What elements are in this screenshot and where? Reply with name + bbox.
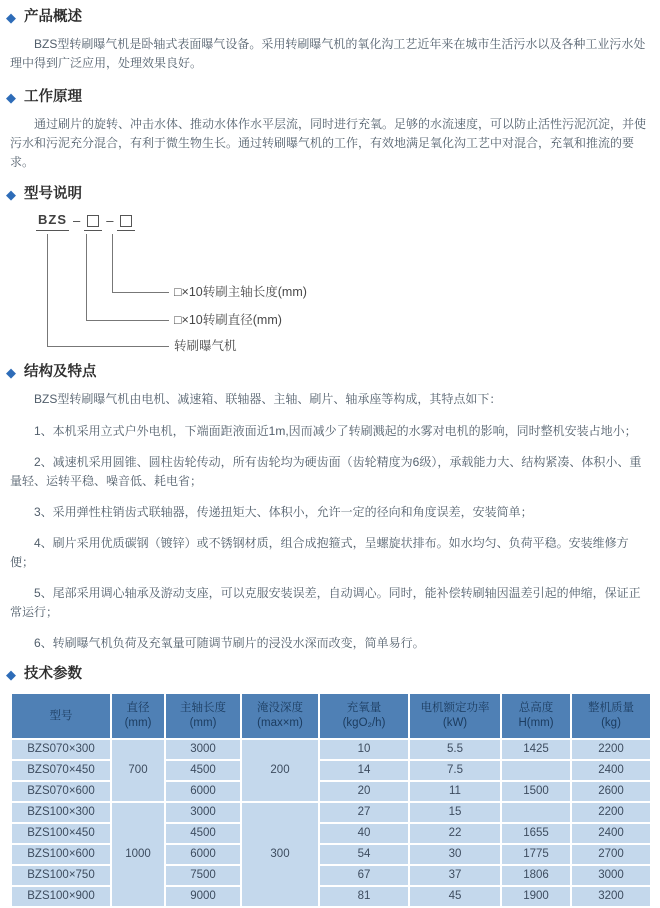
- model-dash: –: [106, 213, 114, 228]
- cell-oxygen: 81: [319, 886, 409, 907]
- cell-depth-merged: 200: [241, 739, 319, 802]
- cell-shaft: 4500: [165, 823, 241, 844]
- feature-item-1: 1、本机采用立式户外电机，下端面距液面近1m,因而减少了转刷溅起的水雾对电机的影响，同时整机安装占地小；: [34, 424, 637, 438]
- model-prefix: BZS: [36, 212, 69, 231]
- feature-item-4: 4、刷片采用优质碳钢（镀锌）或不锈钢材质，组合成抱箍式，呈螺旋状排布。如水均匀、负荷平稳。安装维修方便；: [10, 536, 629, 569]
- table-row: [11, 760, 651, 781]
- model-dash: –: [73, 213, 81, 228]
- model-label-shaft-length: □×10转刷主轴长度(mm): [174, 285, 307, 299]
- overview-paragraph: BZS型转刷曝气机是卧轴式表面曝气设备。采用转刷曝气机的氧化沟工艺近年来在城市生活污水以及各种工业污水处理中得到广泛应用，处理效果良好。: [10, 37, 646, 70]
- cell-shaft: 6000: [165, 844, 241, 865]
- section-heading-principle: [6, 88, 650, 106]
- section-heading-specs: [6, 665, 650, 683]
- cell-model: BZS100×600: [11, 844, 111, 865]
- cell-height: 1775: [501, 844, 571, 865]
- table-row: [11, 781, 651, 802]
- model-label-aerator: 转刷曝气机: [174, 339, 237, 353]
- principle-paragraph: 通过刷片的旋转、冲击水体、推动水体作水平层流，同时进行充氧。足够的水流速度，可以防止活性污泥沉淀，并使污水和污泥充分混合，有利于微生物生长。通过转刷曝气机的工作，有效地满足氧化沟工艺中对混合，充氧和推流的要求。: [10, 117, 647, 169]
- cell-height: [501, 802, 571, 823]
- feature-item-3: 3、采用弹性柱销齿式联轴器，传递扭矩大、体积小，允许一定的径向和角度误差，安装简单；: [34, 505, 533, 519]
- diamond-icon: ◆: [6, 186, 16, 202]
- cell-oxygen: 40: [319, 823, 409, 844]
- cell-oxygen: 20: [319, 781, 409, 802]
- section-heading-overview: [6, 8, 650, 26]
- diamond-icon: ◆: [6, 666, 16, 682]
- cell-oxygen: 54: [319, 844, 409, 865]
- cell-power: 11: [409, 781, 501, 802]
- table-row: [11, 739, 651, 760]
- feature-item-6: 6、转刷曝气机负荷及充氧量可随调节刷片的浸没水深而改变，简单易行。: [34, 636, 425, 650]
- cell-weight: 2200: [571, 802, 651, 823]
- section-title: 技术参数: [24, 666, 82, 682]
- section-title: 型号说明: [24, 186, 82, 202]
- cell-model: BZS100×900: [11, 886, 111, 907]
- col-header-diameter: 直径 (mm): [111, 693, 165, 739]
- cell-shaft: 9000: [165, 886, 241, 907]
- model-box-length: [117, 215, 135, 231]
- section-heading-model: [6, 185, 650, 203]
- section-title: 工作原理: [24, 89, 82, 105]
- cell-height: 1425: [501, 739, 571, 760]
- table-header-row: [11, 693, 651, 739]
- col-header-oxygen-capacity: 充氧量 (kgO₂/h): [319, 693, 409, 739]
- spec-table: [10, 692, 652, 908]
- cell-weight: 2200: [571, 739, 651, 760]
- table-row: [11, 844, 651, 865]
- cell-power: 15: [409, 802, 501, 823]
- cell-weight: 2600: [571, 781, 651, 802]
- cell-diameter-merged: 1000: [111, 802, 165, 907]
- cell-shaft: 3000: [165, 802, 241, 823]
- cell-weight: 3000: [571, 865, 651, 886]
- col-header-motor-power: 电机额定功率 (kW): [409, 693, 501, 739]
- cell-power: 22: [409, 823, 501, 844]
- col-header-shaft-length: 主轴长度 (mm): [165, 693, 241, 739]
- cell-power: 7.5: [409, 760, 501, 781]
- cell-model: BZS100×750: [11, 865, 111, 886]
- model-number-diagram: [6, 212, 650, 354]
- col-header-model: 型号: [11, 693, 111, 739]
- diamond-icon: ◆: [6, 364, 16, 380]
- cell-weight: 2700: [571, 844, 651, 865]
- cell-model: BZS100×450: [11, 823, 111, 844]
- cell-model: BZS070×300: [11, 739, 111, 760]
- cell-oxygen: 27: [319, 802, 409, 823]
- features-intro: BZS型转刷曝气机由电机、减速箱、联轴器、主轴、刷片、轴承座等构成，其特点如下：: [34, 392, 502, 406]
- cell-power: 5.5: [409, 739, 501, 760]
- cell-height: [501, 760, 571, 781]
- placeholder-box-icon: [87, 215, 99, 227]
- diamond-icon: ◆: [6, 9, 16, 25]
- table-row: [11, 802, 651, 823]
- cell-shaft: 6000: [165, 781, 241, 802]
- cell-oxygen: 67: [319, 865, 409, 886]
- cell-weight: 3200: [571, 886, 651, 907]
- cell-height: 1500: [501, 781, 571, 802]
- cell-weight: 2400: [571, 760, 651, 781]
- cell-shaft: 3000: [165, 739, 241, 760]
- cell-power: 45: [409, 886, 501, 907]
- connector-line-aerator: [47, 234, 169, 347]
- cell-power: 37: [409, 865, 501, 886]
- cell-height: 1900: [501, 886, 571, 907]
- placeholder-box-icon: [120, 215, 132, 227]
- section-title: 产品概述: [24, 9, 82, 25]
- diamond-icon: ◆: [6, 89, 16, 105]
- cell-shaft: 4500: [165, 760, 241, 781]
- table-row: [11, 823, 651, 844]
- col-header-machine-weight: 整机质量 (kg): [571, 693, 651, 739]
- col-header-total-height: 总高度 H(mm): [501, 693, 571, 739]
- table-row: [11, 865, 651, 886]
- cell-oxygen: 14: [319, 760, 409, 781]
- cell-oxygen: 10: [319, 739, 409, 760]
- model-label-diameter: □×10转刷直径(mm): [174, 313, 282, 327]
- cell-depth-merged: 300: [241, 802, 319, 907]
- feature-item-5: 5、尾部采用调心轴承及游动支座，可以克服安装误差，自动调心。同时，能补偿转刷轴因温差引起的伸缩，保证正常运行；: [10, 586, 641, 619]
- cell-weight: 2400: [571, 823, 651, 844]
- cell-model: BZS070×600: [11, 781, 111, 802]
- cell-model: BZS100×300: [11, 802, 111, 823]
- model-box-diameter: [84, 215, 102, 231]
- section-title: 结构及特点: [24, 364, 97, 380]
- cell-model: BZS070×450: [11, 760, 111, 781]
- cell-height: 1806: [501, 865, 571, 886]
- cell-diameter-merged: 700: [111, 739, 165, 802]
- cell-power: 30: [409, 844, 501, 865]
- feature-item-2: 2、减速机采用圆锥、圆柱齿轮传动，所有齿轮均为硬齿面（齿轮精度为6级），承载能力大、结构紧凑、体积小、重量轻、运转平稳、噪音低、耗电省；: [10, 455, 642, 488]
- section-heading-features: [6, 363, 650, 381]
- cell-shaft: 7500: [165, 865, 241, 886]
- cell-height: 1655: [501, 823, 571, 844]
- col-header-submerge-depth: 淹没深度 (max×m): [241, 693, 319, 739]
- model-code: [36, 212, 135, 231]
- table-row: [11, 886, 651, 907]
